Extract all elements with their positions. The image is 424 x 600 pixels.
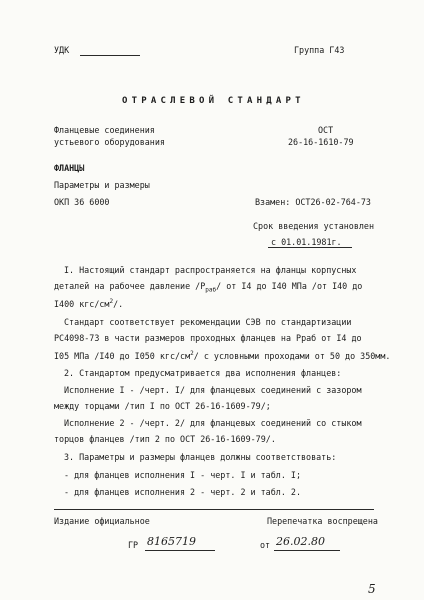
term-date-underline xyxy=(268,247,352,248)
body-p2-line3: I05 МПа /I40 до I050 кгс/$см^2/$ с условными проходами от 50 до 350мм. xyxy=(54,350,391,361)
ost-label: ОСТ xyxy=(318,125,334,135)
subject-line-1: Фланцевые соединения xyxy=(54,125,155,135)
body-p5-line1: Исполнение 2 - /черт. 2/ для фланцевых соединений со стыком xyxy=(64,418,362,428)
body-p8: - для фланцев исполнения 2 - черт. 2 и табл. 2. xyxy=(64,487,301,497)
body-p1-sup: 2 xyxy=(109,298,114,305)
from-label: от xyxy=(260,540,271,550)
gr-underline xyxy=(145,550,215,551)
gr-label: ГР xyxy=(128,540,139,550)
gr-number: 8165719 xyxy=(147,535,196,548)
reprint-prohibited: Перепечатка воспрещена xyxy=(267,516,378,526)
subject-line-2: устьевого оборудования xyxy=(54,137,165,147)
term-label: Срок введения установлен xyxy=(253,221,375,231)
body-p1-line3: I400 кгс/$см^2/$. xyxy=(54,298,124,309)
from-date-underline xyxy=(274,550,340,551)
term-date: с 01.01.1981г. xyxy=(271,237,342,247)
okp-code: ОКП 36 6000 xyxy=(54,197,110,207)
udk-blank-line xyxy=(80,55,140,56)
from-date: 26.02.80 xyxy=(276,535,325,548)
flanges-heading: ФЛАНЦЫ xyxy=(54,163,85,173)
body-p2-line2: РС4098-73 в части размеров проходных фланцев на Рраб от I4 до xyxy=(54,333,362,343)
body-p4-line1: Исполнение I - /черт. I/ для фланцевых соединений с зазором xyxy=(64,385,362,395)
footer-rule xyxy=(54,509,374,510)
body-p3: 2. Стандартом предусматривается два исполнения фланцев: xyxy=(64,368,342,378)
standard-title: ОТРАСЛЕВОЙ СТАНДАРТ xyxy=(122,96,305,106)
body-p4-line2: между торцами /тип I по ОСТ 26-16-1609-79/; xyxy=(54,401,271,411)
ost-number: 26-16-1610-79 xyxy=(288,137,354,147)
page-number: 5 xyxy=(368,582,376,596)
body-p2-sup: 2 xyxy=(190,350,194,357)
body-p6: 3. Параметры и размеры фланцев должны соответствовать: xyxy=(64,452,337,462)
body-p5-line2: торцов фланцев /тип 2 по ОСТ 26-16-1609-79/. xyxy=(54,434,276,444)
body-p1-line2: деталей на рабочее давление $/Р_{раб}/$ от I4 до I40 МПа /от I40 до xyxy=(54,281,363,294)
udk-label: УДК xyxy=(54,45,70,55)
params-line: Параметры и размеры xyxy=(54,180,150,190)
group-label: Группа Г43 xyxy=(294,45,345,55)
body-p7: - для фланцев исполнения I - черт. I и табл. I; xyxy=(64,470,301,480)
body-p2-line1: Стандарт соответствует рекомендации СЭВ по стандартизации xyxy=(64,317,352,327)
official-edition: Издание официальное xyxy=(54,516,150,526)
replaces-line: Взамен: ОСТ26-02-764-73 xyxy=(255,197,371,207)
body-p1-sub: раб xyxy=(205,286,217,294)
body-p1-line1: I. Настоящий стандарт распространяется на фланцы корпусных xyxy=(64,265,357,275)
